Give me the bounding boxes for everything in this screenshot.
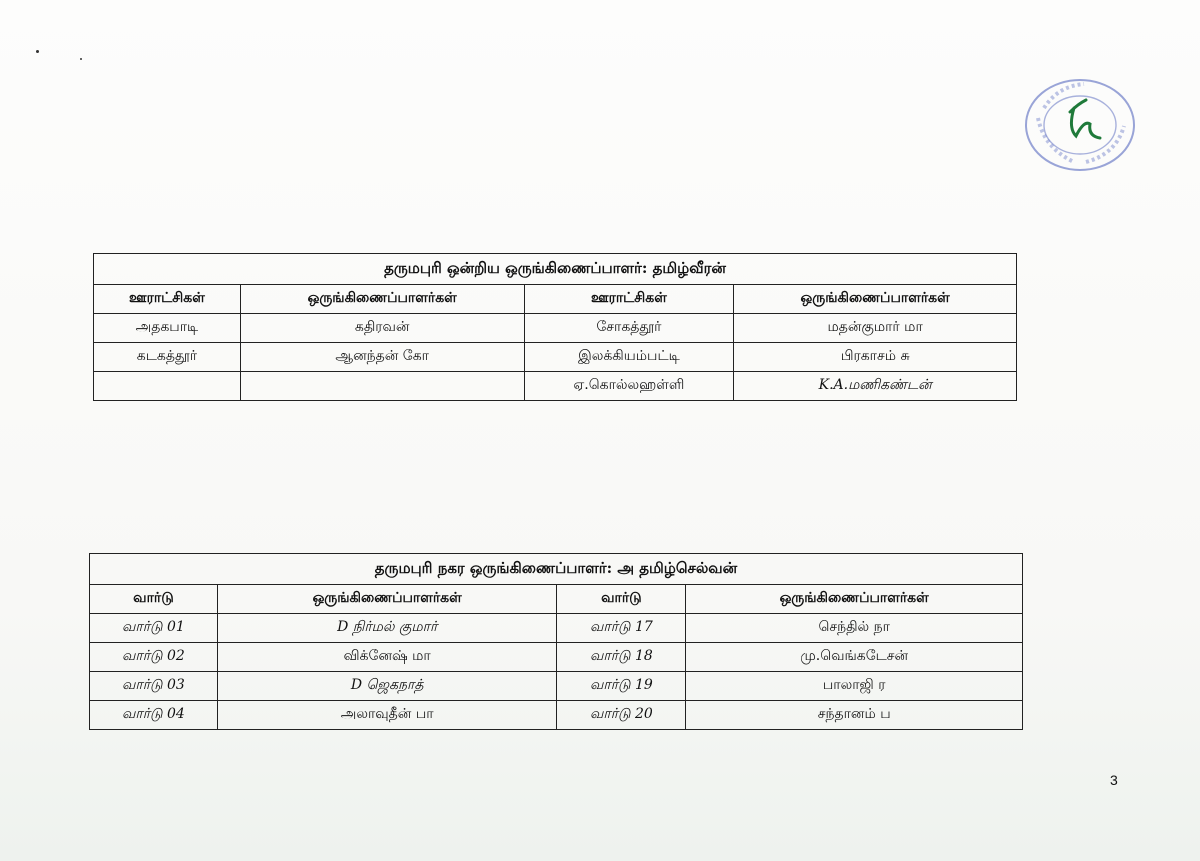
table-cell: வார்டு 03 bbox=[90, 672, 218, 701]
table-cell bbox=[94, 372, 241, 401]
table-header-row bbox=[94, 285, 1017, 314]
table-cell: வார்டு 02 bbox=[90, 643, 218, 672]
table-header-row bbox=[90, 585, 1023, 614]
table-cell: வார்டு 01 bbox=[90, 614, 218, 643]
table-cell: ஆனந்தன் கோ bbox=[240, 343, 524, 372]
table-cell: மு.வெங்கடேசன் bbox=[686, 643, 1023, 672]
table-cell: ஏ.கொல்லஹள்ளி bbox=[524, 372, 734, 401]
table-row bbox=[94, 372, 1017, 401]
table-cell: மதன்குமார் மா bbox=[734, 314, 1017, 343]
column-header: ஊராட்சிகள் bbox=[524, 285, 734, 314]
table-cell: சோகத்தூர் bbox=[524, 314, 734, 343]
table-cell: இலக்கியம்பட்டி bbox=[524, 343, 734, 372]
table-cell: வார்டு 19 bbox=[557, 672, 686, 701]
column-header: வார்டு bbox=[557, 585, 686, 614]
ink-speck bbox=[36, 50, 39, 53]
table-cell: சந்தானம் ப bbox=[686, 701, 1023, 730]
table-cell: வார்டு 17 bbox=[557, 614, 686, 643]
table-cell: கதிரவன் bbox=[240, 314, 524, 343]
table-cell: செந்தில் நா bbox=[686, 614, 1023, 643]
table-cell: பாலாஜி ர bbox=[686, 672, 1023, 701]
column-header: ஒருங்கிணைப்பாளர்கள் bbox=[217, 585, 557, 614]
table-cell: வார்டு 04 bbox=[90, 701, 218, 730]
table-row bbox=[94, 314, 1017, 343]
union-coordinators-table bbox=[93, 253, 1017, 401]
table-cell: D ஜெகநாத் bbox=[217, 672, 557, 701]
table-cell: வார்டு 20 bbox=[557, 701, 686, 730]
table-title: தருமபுரி ஒன்றிய ஒருங்கிணைப்பாளர்: தமிழ்வீரன் bbox=[94, 254, 1017, 285]
table-cell: K.A.மணிகண்டன் bbox=[734, 372, 1017, 401]
column-header: ஒருங்கிணைப்பாளர்கள் bbox=[734, 285, 1017, 314]
table-title: தருமபுரி நகர ஒருங்கிணைப்பாளர்: அ தமிழ்செல்வன் bbox=[90, 554, 1023, 585]
table-row bbox=[90, 672, 1023, 701]
column-header: ஊராட்சிகள் bbox=[94, 285, 241, 314]
town-coordinators-table bbox=[89, 553, 1023, 730]
table-row bbox=[90, 701, 1023, 730]
column-header: ஒருங்கிணைப்பாளர்கள் bbox=[240, 285, 524, 314]
table-row bbox=[90, 614, 1023, 643]
column-header: வார்டு bbox=[90, 585, 218, 614]
signature-mark bbox=[1070, 100, 1100, 138]
table-cell: பிரகாசம் சு bbox=[734, 343, 1017, 372]
table-row bbox=[94, 343, 1017, 372]
table-cell: அதகபாடி bbox=[94, 314, 241, 343]
table-row bbox=[90, 643, 1023, 672]
office-seal-stamp bbox=[1024, 78, 1136, 172]
column-header: ஒருங்கிணைப்பாளர்கள் bbox=[686, 585, 1023, 614]
table-cell: வார்டு 18 bbox=[557, 643, 686, 672]
table-cell: கடகத்தூர் bbox=[94, 343, 241, 372]
ink-speck bbox=[80, 58, 82, 60]
page-number: 3 bbox=[1110, 772, 1118, 788]
table-cell: விக்னேஷ் மா bbox=[217, 643, 557, 672]
table-cell: D நிர்மல் குமார் bbox=[217, 614, 557, 643]
table-cell bbox=[240, 372, 524, 401]
table-cell: அலாவுதீன் பா bbox=[217, 701, 557, 730]
